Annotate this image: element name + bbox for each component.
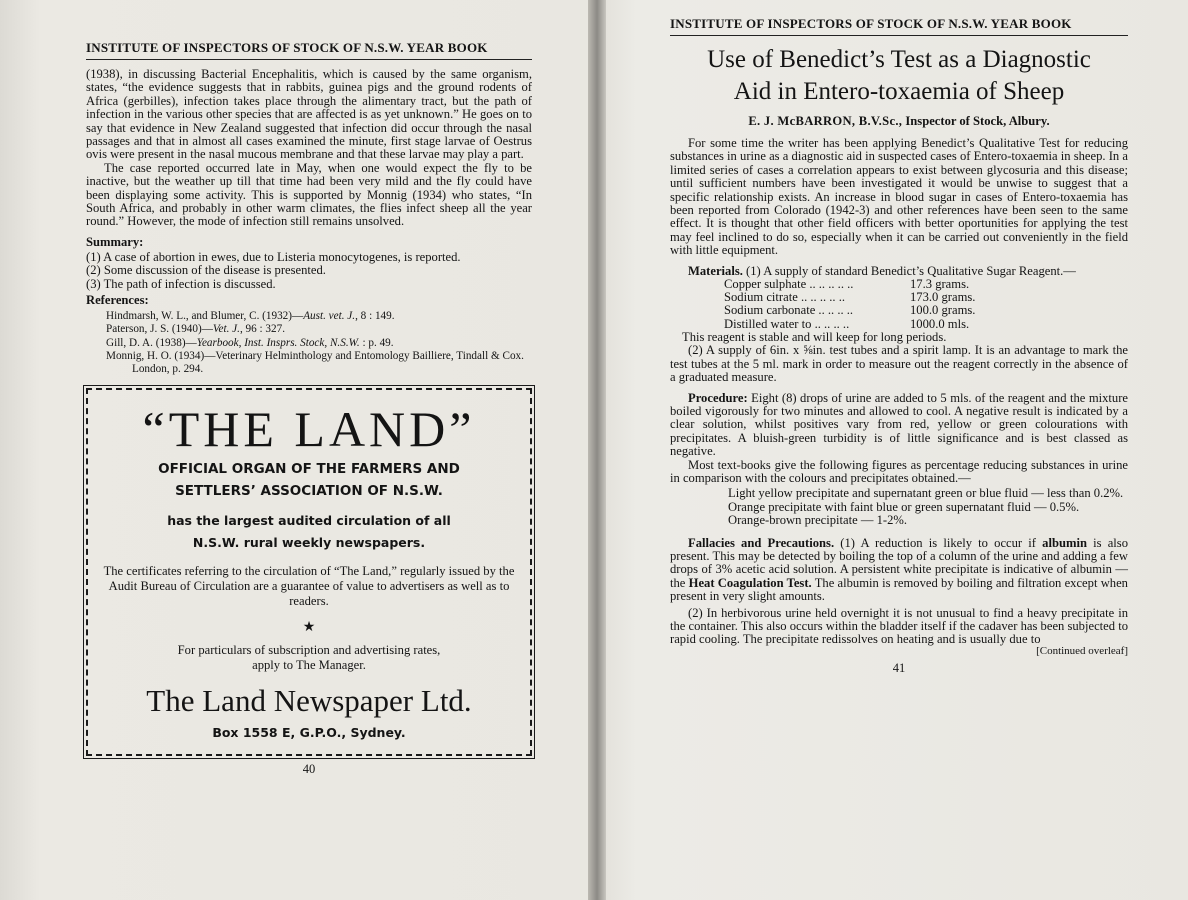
- reagent-row: Distilled water to .. .. .. .. 1000.0 mls.: [724, 316, 970, 331]
- textbooks-paragraph: Most text-books give the following figures as percentage reducing substances in urine in comparison with the colours and precipitates obtained.—: [670, 457, 1128, 485]
- ad-particulars: For particulars of subscription and advertising rates, apply to The Manager.: [177, 643, 441, 673]
- reagent-table: [724, 278, 1128, 331]
- precipitate-item: Light yellow precipitate and supernatant green or blue fluid — less than 0.2%.: [728, 486, 1124, 501]
- precipitate-item: Orange precipitate with faint blue or green supernatant fluid — 0.5%.: [728, 499, 1080, 514]
- reference-item: Gill, D. A. (1938)—Yearbook, Inst. Insprs. Stock, N.S.W. : p. 49.: [106, 336, 394, 349]
- references-list: [106, 310, 532, 376]
- ad-box-address: Box 1558 E, G.P.O., Sydney.: [212, 725, 406, 741]
- summary-list: [86, 251, 532, 291]
- running-head-left: INSTITUTE OF INSPECTORS OF STOCK OF N.S.W. YEAR BOOK: [86, 40, 532, 60]
- article-title: Use of Benedict’s Test as a Diagnostic Aid in Entero-toxaemia of Sheep: [707, 46, 1091, 105]
- byline: [670, 114, 1128, 129]
- summary-heading: Summary:: [86, 234, 144, 249]
- intro-paragraph: For some time the writer has been applying Benedict’s Qualitative Test for reducing substances in urine as a diagnostic aid in suspected cases of Entero-toxaemia in sheep. In a limited series of cases a correlation appears to exist between glycosuria and this disease; until sufficient numbers have been investigated it would be unwise to suggest that a specific relationship exists. An increase in blood sugar in cases of Entero-toxaemia has been reported from Colorado (1942-3) and other references have been seen to the same effect. It is thought that other field officers with better oportunities for applying the test may feel inclined to do so, especially when it can be carried out conveniently in the field with little equipment.: [670, 136, 1128, 258]
- materials-paragraph: Materials. (1) A supply of standard Benedict’s Qualitative Sugar Reagent.—: [688, 263, 1076, 278]
- ad-org-line: OFFICIAL ORGAN OF THE FARMERS AND: [158, 461, 460, 478]
- reagent-row: Sodium carbonate .. .. .. .. 100.0 grams.: [724, 303, 976, 318]
- reference-item: Hindmarsh, W. L., and Blumer, C. (1932)—Aust. vet. J., 8 : 149.: [106, 310, 395, 323]
- ad-circulation-line: has the largest audited circulation of all: [167, 513, 451, 529]
- reagent-row: Sodium citrate .. .. .. .. .. 173.0 grams.: [724, 290, 976, 305]
- references-heading: References:: [86, 293, 149, 308]
- ad-title: “THE LAND”: [142, 401, 476, 458]
- summary-item: (3) The path of infection is discussed.: [86, 276, 276, 291]
- author-role: Inspector of Stock, Albury.: [905, 114, 1050, 128]
- page-number-left: 40: [302, 762, 316, 777]
- procedure-paragraph: Procedure: Eight (8) drops of urine are added to 5 mls. of the reagent and the mixture boiled vigorously for two minutes and allowed to cool. A negative result is indicated by a clear solution, whilst positives vary from red, yellow or green colourations with precipitates. A bluish-green turbidity is of little significance and is best classed as negative.: [670, 390, 1128, 459]
- book-gutter: [588, 0, 606, 900]
- summary-item: (1) A case of abortion in ewes, due to Listeria monocytogenes, is reported.: [86, 249, 461, 264]
- paragraph-2: The case reported occurred late in May, when one would expect the fly to be inactive, but the weather up till that time had been very mild and the fly could have been displaying some activity. This is supported by Monnig (1934) who states, “In South Africa, and probably in other warm climates, the flies infect sheep all the year round.” However, the mode of infection still remains unsolved.: [86, 160, 532, 229]
- author-name: E. J. McBARRON, B.V.Sc.,: [748, 114, 903, 128]
- page-number-right: 41: [892, 660, 906, 675]
- reference-item: Monnig, H. O. (1934)—Veterinary Helminthology and Entomology Bailliere, Tindall & Cox. London, p. 294.: [106, 349, 524, 375]
- fallacies-paragraph: Fallacies and Precautions. (1) A reduction is likely to occur if albumin is also present. This may be detected by boiling the top of a column of the urine and adding a few drops of 3% acetic acid solution. A persistent white precipitate is indicative of albumin — the Heat Coagulation Test. The albumin is removed by boiling and filtration except when present in very slight amounts.: [670, 535, 1129, 604]
- right-page: [606, 0, 1188, 900]
- reference-item: Paterson, J. S. (1940)—Vet. J., 96 : 327.: [106, 323, 285, 336]
- left-page: [0, 0, 588, 900]
- paragraph-1: (1938), in discussing Bacterial Encephalitis, which is caused by the same organism, states, “the evidence suggests that in rabbits, guinea pigs and the ground rodents of Africa (gerbilles), infection takes place through the alimentary tract, but the path of infection in the various other species that are affected is as yet unknown.” He goes on to say that evidence in New Zealand suggested that infection did occur through the nasal passages and that in almost all cases examined the minute, first stage larvae of Oestrus ovis were present in the nasal mucous membrane and that these larvae may play a part.: [86, 67, 532, 162]
- precipitate-item: Orange-brown precipitate — 1-2%.: [728, 513, 908, 528]
- running-head-right: INSTITUTE OF INSPECTORS OF STOCK OF N.S.W. YEAR BOOK: [670, 16, 1128, 36]
- the-land-advertisement: [86, 388, 532, 756]
- ad-company-name: The Land Newspaper Ltd.: [146, 683, 472, 719]
- materials-2-paragraph: (2) A supply of 6in. x ⅝in. test tubes and a spirit lamp. It is an advantage to mark the test tubes at the 5 ml. mark in order to measure out the reagent correctly in the absence of a graduated measure.: [670, 343, 1128, 385]
- ad-circulation-line: N.S.W. rural weekly newspapers.: [192, 535, 426, 551]
- reagent-note: This reagent is stable and will keep for long periods.: [682, 329, 947, 344]
- ad-certificates: The certificates referring to the circulation of “The Land,” regularly issued by the Audit Bureau of Circulation are a guarantee of value to advertisers as well as to readers.: [103, 564, 515, 609]
- ad-org-line: SETTLERS’ ASSOCIATION OF N.S.W.: [175, 483, 443, 500]
- summary-item: (2) Some discussion of the disease is presented.: [86, 263, 326, 278]
- herbivorous-paragraph: (2) In herbivorous urine held overnight it is not unusual to find a heavy precipitate in the container. This also occurs within the bladder itself if the cadaver has been subjected to rapid cooling. The precipitate redissolves on heating and is usually due to: [670, 605, 1128, 647]
- star-icon: ★: [302, 619, 316, 636]
- continued-overleaf: [Continued overleaf]: [1036, 644, 1128, 657]
- precipitate-list: [728, 487, 1128, 527]
- reagent-row: Copper sulphate .. .. .. .. .. 17.3 grams.: [724, 277, 970, 292]
